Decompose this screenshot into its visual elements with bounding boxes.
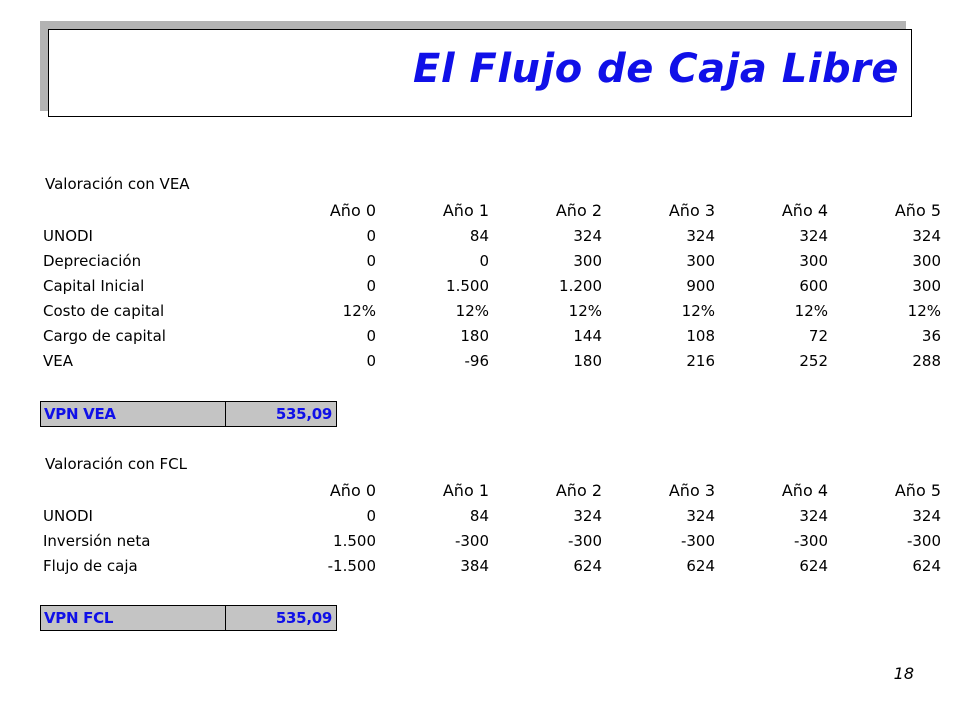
vea-header-cell: Año 4: [781, 201, 828, 220]
fcl-header-cell: Año 1: [442, 481, 489, 500]
vpn-vea-value: 535,09: [226, 402, 336, 426]
cell: 324: [912, 226, 941, 245]
cell: 84: [469, 226, 489, 245]
vea-section-title: Valoración con VEA: [45, 175, 190, 193]
cell: 108: [686, 326, 715, 345]
cell: 180: [460, 326, 489, 345]
cell: 0: [366, 226, 376, 245]
cell: 300: [912, 276, 941, 295]
cell: 624: [686, 556, 715, 575]
fcl-header-cell: [43, 478, 263, 503]
cell: 324: [799, 506, 828, 525]
cell: 0: [366, 251, 376, 270]
cell: 900: [686, 276, 715, 295]
table-row: [43, 348, 941, 373]
table-row: [43, 503, 941, 528]
row-label: Depreciación: [43, 251, 142, 270]
vea-header-cell: Año 1: [442, 201, 489, 220]
cell: 0: [366, 276, 376, 295]
cell: 12%: [794, 301, 828, 320]
cell: 0: [366, 351, 376, 370]
vea-header-cell: [43, 198, 263, 223]
row-label: Cargo de capital: [43, 326, 166, 345]
cell: 216: [686, 351, 715, 370]
cell: 600: [799, 276, 828, 295]
cell: 300: [799, 251, 828, 270]
title-box: [48, 29, 912, 117]
row-label: Flujo de caja: [43, 556, 138, 575]
cell: 252: [799, 351, 828, 370]
row-label: UNODI: [43, 506, 93, 525]
table-row: [43, 223, 941, 248]
cell: 1.500: [446, 276, 489, 295]
fcl-header-row: [43, 478, 941, 503]
cell: 84: [469, 506, 489, 525]
cell: -96: [464, 351, 489, 370]
page-number: 18: [893, 664, 914, 683]
fcl-header-cell: Año 4: [781, 481, 828, 500]
vea-header-cell: Año 5: [894, 201, 941, 220]
vea-header-cell: Año 2: [555, 201, 602, 220]
cell: 300: [573, 251, 602, 270]
vea-table: [43, 198, 941, 373]
fcl-header-cell: Año 3: [668, 481, 715, 500]
cell: 324: [573, 226, 602, 245]
cell: 300: [912, 251, 941, 270]
cell: 12%: [907, 301, 941, 320]
cell: 324: [912, 506, 941, 525]
cell: 288: [912, 351, 941, 370]
vpn-vea-box: [40, 401, 337, 427]
vea-header-row: [43, 198, 941, 223]
table-row: [43, 323, 941, 348]
vpn-fcl-label: VPN FCL: [41, 606, 226, 630]
cell: 12%: [342, 301, 376, 320]
cell: 180: [573, 351, 602, 370]
table-row: [43, 553, 941, 578]
table-row: [43, 298, 941, 323]
cell: 324: [573, 506, 602, 525]
vpn-fcl-value: 535,09: [226, 606, 336, 630]
vea-header-cell: Año 0: [329, 201, 376, 220]
row-label: VEA: [43, 351, 73, 370]
table-row: [43, 273, 941, 298]
cell: 324: [799, 226, 828, 245]
cell: 624: [799, 556, 828, 575]
cell: 72: [808, 326, 828, 345]
row-label: UNODI: [43, 226, 93, 245]
vea-header-cell: Año 3: [668, 201, 715, 220]
cell: -300: [680, 531, 715, 550]
fcl-header-cell: Año 2: [555, 481, 602, 500]
cell: 300: [686, 251, 715, 270]
fcl-table: [43, 478, 941, 578]
cell: 0: [479, 251, 489, 270]
row-label: Costo de capital: [43, 301, 165, 320]
cell: -300: [906, 531, 941, 550]
cell: 1.200: [559, 276, 602, 295]
row-label: Capital Inicial: [43, 276, 145, 295]
table-row: [43, 528, 941, 553]
fcl-header-cell: Año 5: [894, 481, 941, 500]
fcl-header-cell: Año 0: [329, 481, 376, 500]
cell: 324: [686, 226, 715, 245]
vpn-fcl-box: [40, 605, 337, 631]
cell: 624: [573, 556, 602, 575]
cell: 0: [366, 506, 376, 525]
table-row: [43, 248, 941, 273]
row-label: Inversión neta: [43, 531, 151, 550]
page-title: El Flujo de Caja Libre: [413, 46, 899, 92]
cell: 0: [366, 326, 376, 345]
cell: 384: [460, 556, 489, 575]
cell: -300: [793, 531, 828, 550]
cell: 12%: [681, 301, 715, 320]
cell: -300: [454, 531, 489, 550]
cell: 12%: [568, 301, 602, 320]
cell: 624: [912, 556, 941, 575]
fcl-section-title: Valoración con FCL: [45, 455, 188, 473]
cell: 12%: [455, 301, 489, 320]
cell: 144: [573, 326, 602, 345]
cell: -1.500: [327, 556, 376, 575]
vpn-vea-label: VPN VEA: [41, 402, 226, 426]
cell: 36: [921, 326, 941, 345]
cell: 324: [686, 506, 715, 525]
cell: -300: [567, 531, 602, 550]
cell: 1.500: [333, 531, 376, 550]
